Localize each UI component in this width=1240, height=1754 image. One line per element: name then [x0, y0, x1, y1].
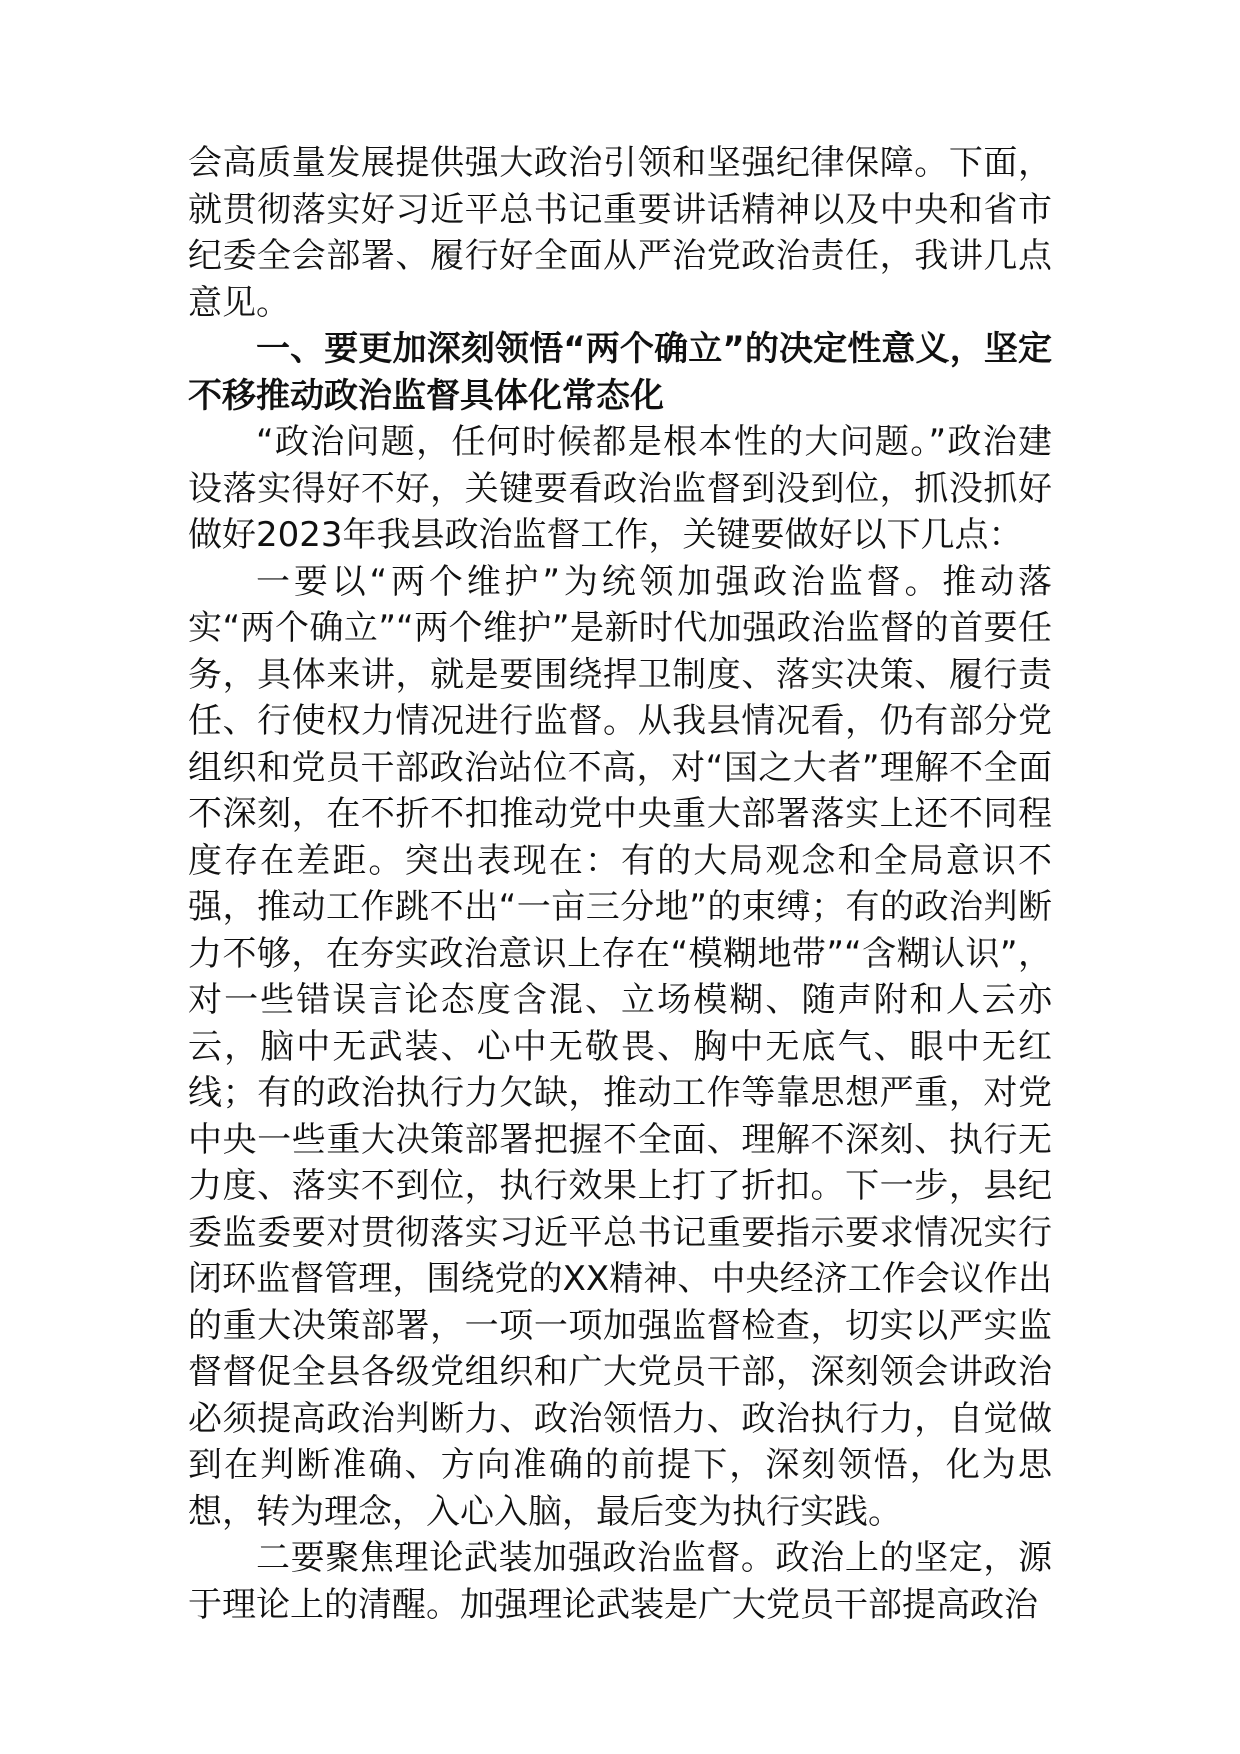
document-page [188, 140, 1052, 1628]
paragraph-point-two: 二要聚焦理论武装加强政治监督。政治上的坚定，源于理论上的清醒。加强理论武装是广大党员干部提高政治 [188, 1538, 1052, 1625]
paragraph-point-one: 一要以“两个维护”为统领加强政治监督。推动落实“两个确立”“两个维护”是新时代加强政治监督的首要任务，具体来讲，就是要围绕捍卫制度、落实决策、履行责任、行使权力情况进行监督。从我县情况看，仍有部分党组织和党员干部政治站位不高，对“国之大者”理解不全面不深刻，在不折不扣推动党中央重大部署落实上还不同程度存在差距。突出表现在：有的大局观念和全局意识不强，推动工作跳不出“一亩三分地”的束缚；有的政治判断力不够，在夯实政治意识上存在“模糊地带”“含糊认识”，对一些错误言论态度含混、立场模糊、随声附和人云亦云，脑中无武装、心中无敬畏、胸中无底气、眼中无红线；有的政治执行力欠缺，推动工作等靠思想严重，对党中央一些重大决策部署把握不全面、理解不深刻、执行无力度、落实不到位，执行效果上打了折扣。下一步，县纪委监委要对贯彻落实习近平总书记重要指示要求情况实行闭环监督管理，围绕党的XX精神、中央经济工作会议作出的重大决策部署，一项一项加强监督检查，切实以严实监督督促全县各级党组织和广大党员干部，深刻领会讲政治必须提高政治判断力、政治领悟力、政治执行力，自觉做到在判断准确、方向准确的前提下，深刻领悟，化为思想，转为理念，入心入脑，最后变为执行实践。 [188, 561, 1052, 1532]
paragraph-political-issue: “政治问题，任何时候都是根本性的大问题。”政治建设落实得好不好，关键要看政治监督到没到位，抓没抓好做好2023年我县政治监督工作，关键要做好以下几点： [188, 422, 1052, 555]
section-heading-1: 一、要更加深刻领悟“两个确立”的决定性意义，坚定不移推动政治监督具体化常态化 [188, 329, 1052, 416]
paragraph-intro: 会高质量发展提供强大政治引领和坚强纪律保障。下面，就贯彻落实好习近平总书记重要讲话精神以及中央和省市纪委全会部署、履行好全面从严治党政治责任，我讲几点意见。 [188, 143, 1052, 323]
